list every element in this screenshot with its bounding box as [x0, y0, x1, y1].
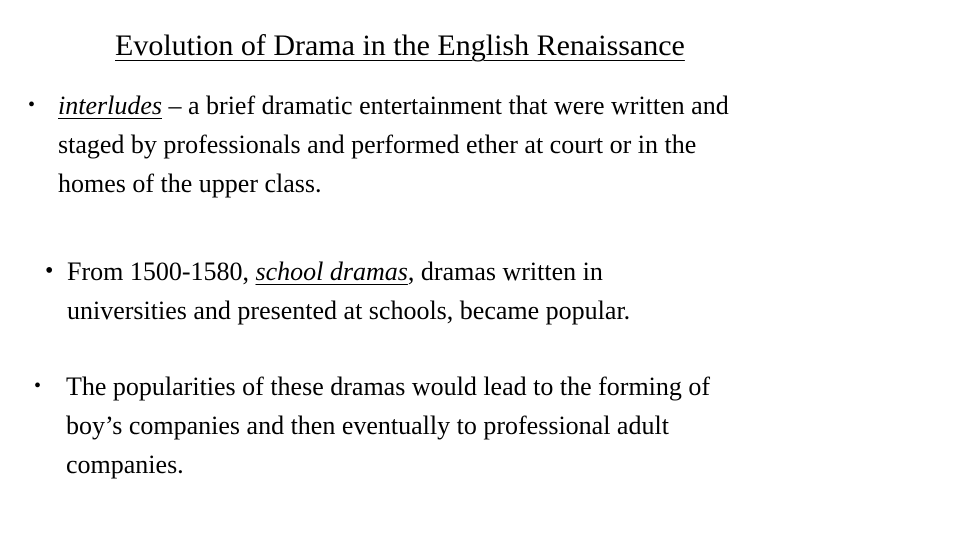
bullet-1-line-1-rest: – a brief dramatic entertainment that were written and [162, 91, 729, 120]
bullet-2-line-1 [67, 252, 630, 291]
term-interludes: interludes [58, 91, 162, 120]
bullet-1-line-1 [58, 86, 729, 125]
bullet-marker-3: • [34, 375, 42, 397]
bullet-interludes [58, 86, 729, 203]
bullet-marker-1: • [28, 94, 36, 116]
bullet-2-line-2: universities and presented at schools, became popular. [67, 296, 631, 325]
term-school-dramas: school dramas [255, 257, 408, 286]
bullet-2-line-1-post: , dramas written in [407, 257, 603, 286]
title-underline-tail [685, 28, 751, 64]
slide-title [115, 28, 751, 64]
bullet-3-line-1: The popularities of these dramas would lead to the forming of [66, 372, 711, 401]
bullet-3-line-3: companies. [66, 450, 184, 479]
bullet-2-line-1-pre: From 1500-1580, [67, 257, 256, 286]
bullet-3-line-2: boy’s companies and then eventually to professional adult [66, 411, 669, 440]
bullet-popularities [66, 367, 710, 484]
bullet-marker-2: • [45, 258, 54, 284]
slide-title-text: Evolution of Drama in the English Renaissance [115, 29, 685, 62]
bullet-school-dramas [67, 252, 630, 330]
bullet-1-line-3: homes of the upper class. [58, 169, 322, 198]
bullet-1-line-2: staged by professionals and performed ether at court or in the [58, 130, 697, 159]
